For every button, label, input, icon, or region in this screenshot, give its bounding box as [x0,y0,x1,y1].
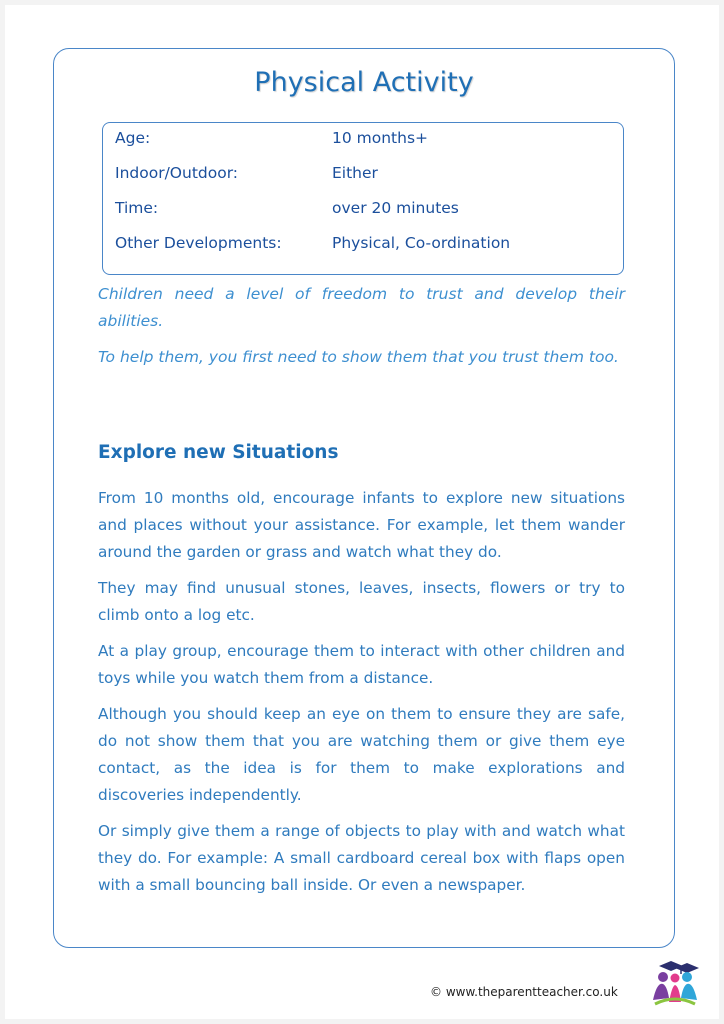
info-value: over 20 minutes [332,199,459,217]
body-paragraph: Or simply give them a range of objects to play with and watch what they do. For example: A small cardboard cereal box with flaps open with a small bouncing ball inside. Or even a newspaper. [98,822,625,894]
body-paragraph: At a play group, encourage them to interact with other children and toys while you watch them from a distance. [98,642,625,687]
activity-card [53,48,675,948]
copyright-footer: © www.theparentteacher.co.uk [430,985,618,999]
info-row-time [115,199,623,229]
info-label: Time: [115,199,159,217]
body-paragraph: Although you should keep an eye on them to ensure they are safe, do not show them that you are watching them or give them eye contact, as the idea is for them to make explorations and discoveries independently. [98,705,625,804]
page-title: Physical Activity [254,67,474,98]
info-label: Indoor/Outdoor: [115,164,239,182]
info-value: Either [332,164,378,182]
info-value: Physical, Co-ordination [332,234,511,252]
info-row-developments [115,234,623,264]
info-row-location [115,164,623,194]
page [5,5,719,1019]
section-heading: Explore new Situations [98,442,339,463]
info-row-age [115,129,623,159]
intro-paragraph: Children need a level of freedom to trust and develop their abilities. [98,285,625,330]
info-label: Other Developments: [115,234,282,252]
parent-teacher-logo-icon [647,960,701,1008]
intro-paragraph: To help them, you first need to show them that you trust them too. [98,348,619,366]
body-paragraph: They may find unusual stones, leaves, insects, flowers or try to climb onto a log etc. [98,579,625,624]
info-value: 10 months+ [332,129,429,147]
info-label: Age: [115,129,151,147]
info-box [102,122,624,275]
body-paragraph: From 10 months old, encourage infants to explore new situations and places without your assistance. For example, let them wander around the garden or grass and watch what they do. [98,489,625,561]
